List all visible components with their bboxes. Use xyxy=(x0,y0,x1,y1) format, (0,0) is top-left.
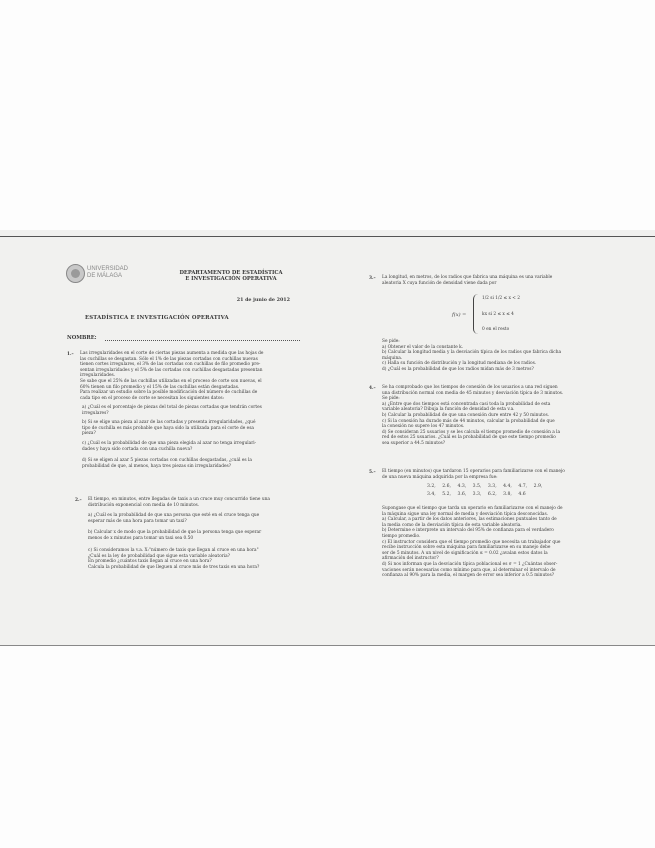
q1-number: 1.– xyxy=(67,352,74,357)
density-case-1: 1/2 si 1/2 ≤ x < 2 xyxy=(482,296,520,301)
q2-part-c: c) Si consideramos la v.a. X:"número de taxis que llegan al cruce en una hora" ¿Cuál es la ley de probabilidad que sigue esta variable aleatoria? En promedio ¿cuántos taxis llegan al cruce en una hora? Calcula la probabilidad de que lleguen al cruce más de tres taxis en una hora? xyxy=(88,548,260,570)
q5-data-row-2: 3.4, 5.2, 3.6, 3.3, 6.2, 3.8, 4.6 xyxy=(427,492,526,497)
sheet-bottom-edge xyxy=(0,645,655,646)
density-function-label: f(x) = xyxy=(452,312,467,318)
q5-number: 5.– xyxy=(369,470,376,475)
q1-part-c: c) ¿Cuál es la probabilidad de que una pieza elegida al azar no tenga irregulari- dades y haya sido cortada con una cuchilla nueva? xyxy=(82,441,257,452)
exam-date: 21 de junio de 2012 xyxy=(236,297,290,303)
q3-parts: Se pide: a) Obtener el valor de la constante k. b) Calcular la longitud media y la desviación típica de los radios que fabrica dicha máquina. c) Halla su función de distribución y la longitud mediana de los radios. d) ¿Cuál es la probabilidad de que los radios midan más de 3 metros? xyxy=(382,339,562,372)
q2-part-b: b) Calcular x de modo que la probabilidad de que la persona tenga que esperar menos de x minutos para tomar un taxi sea 0.50 xyxy=(88,530,262,541)
q3-intro: La longitud, en metros, de los radios que fabrica una máquina es una variable aleatoria X cuya función de densidad viene dada por xyxy=(382,275,553,286)
q4-text: Se ha comprobado que los tiempos de conexión de los usuarios a una red siguen una distribución normal con media de 45 minutos y desviación típica de 3 minutos. Se pide: a) ¿Entre que dos tiempos está concentrada casi toda la probabilidad de esta variable aleatoria? Dibuja la función de densidad de esta v.a. b) Calcular la probabilidad de que una conexión dure entre 42 y 50 minutos. c) Si la conexión ha durado más de 44 minutos, calcular la probabilidad de que la conexión no supere los 47 minutos. d) Se consideran 25 usuarios y se les calcula el tiempo promedio de conexión a la red de estos 25 usuarios. ¿Cuál es la probabilidad de que este tiempo promedio sea superior a 44.5 minutos? xyxy=(382,385,564,446)
q4-number: 4.– xyxy=(369,386,376,391)
q5-data-row-1: 3.2, 2.6, 4.3, 3.5, 3.3, 4.4, 4.7, 2.9, xyxy=(427,484,543,489)
q5-intro: El tiempo (en minutos) que tardaron 15 operarios para familiarizarse con el manejo de una nueva máquina adquirida por la empresa fue: xyxy=(382,469,565,480)
university-name: UNIVERSIDAD DE MÁLAGA xyxy=(87,266,129,279)
university-seal-logo xyxy=(66,264,85,283)
name-label: NOMBRE: xyxy=(67,335,97,341)
density-case-2: kx si 2 ≤ x ≤ 4 xyxy=(482,312,514,317)
name-line xyxy=(105,340,300,341)
q1-part-d: d) Si se eligen al azar 5 piezas cortadas con cuchillas desgastadas, ¿cuál es la probabilidad de que, al menos, haya tres piezas sin irregularidades? xyxy=(82,458,252,469)
q2-intro: El tiempo, en minutos, entre llegadas de taxis a un cruce muy concurrido tiene una distribución exponencial con media de 10 minutos. xyxy=(88,497,270,508)
q2-part-a: a) ¿Cuál es la probabilidad de que una persona que esté en el cruce tenga que esperar más de una hora para tomar un taxi? xyxy=(88,513,260,524)
q1-part-b: b) Si se elige una pieza al azar de las cortadas y presenta irregularidades, ¿qué tipo de cuchilla es más probable que haya sido la utilizada para el corte de esa pieza? xyxy=(82,420,256,437)
exam-title: ESTADÍSTICA E INVESTIGACIÓN OPERATIVA xyxy=(85,315,229,321)
q5-parts: Supongase que el tiempo que tarda un operario en familiarizarse con el manejo de la máquina sigue una ley normal de media y desviación típica desconocidas. a) Calcular, a partir de los datos anteriores, las estimaciones puntuales tanto de la media como de la desviación típica de esta variable aleatoria. b) Determine e interprete un intervalo del 95% de confianza para el verdadero tiempo promedio. c) El instructor considera que el tiempo promedio que necesita un trabajador que recibe instrucción sobre esta máquina para familiarizarse en su manejo debe ser de 5 minutos. A un nivel de significación α = 0.02 ¿avalan estos datos la afirmación del instructor? d) Si nos informan que la desviación típica poblacional es σ = 1 ¿Cuántas obser- vaciones serán necesarias como mínimo para que, al determinar el intervalo de confianza al 90% para la media, el margen de error sea inferior a 0.5 minutos? xyxy=(382,506,563,579)
piecewise-brace xyxy=(473,294,479,334)
density-case-3: 0 en el resto xyxy=(482,327,510,332)
q3-number: 3.– xyxy=(369,276,376,281)
department-name: DEPARTAMENTO DE ESTADÍSTICA E INVESTIGACIÓN OPERATIVA xyxy=(179,270,283,282)
q2-number: 2.– xyxy=(75,498,82,503)
seal-center xyxy=(71,269,80,278)
q1-part-a: a) ¿Cuál es el porcentaje de piezas del total de piezas cortadas que tendrán cortes irregulares? xyxy=(82,405,262,416)
q1-intro: Las irregularidades en el corte de ciertas piezas aumenta a medida que las hojas de las cuchillas se desgastan. Sólo el 1% de las piezas cortadas con cuchillas nuevas tienen cortes irregulares, el 3% de las cortadas con cuchillas de filo promedio pre- sentan irregularidades y el 5% de las cortadas con cuchillas desgastadas presentan irregularidades. Se sabe que el 25% de las cuchillas utilizadas en el proceso de corte son nuevas, el 60% tienen un filo promedio y el 15% de las cuchillas están desgastadas. Para realizar un estudio sobre la posible modificación del número de cuchillas de cada tipo en el proceso de corte se necesitan los siguientes datos: xyxy=(80,351,264,401)
sheet-top-edge xyxy=(0,236,655,237)
